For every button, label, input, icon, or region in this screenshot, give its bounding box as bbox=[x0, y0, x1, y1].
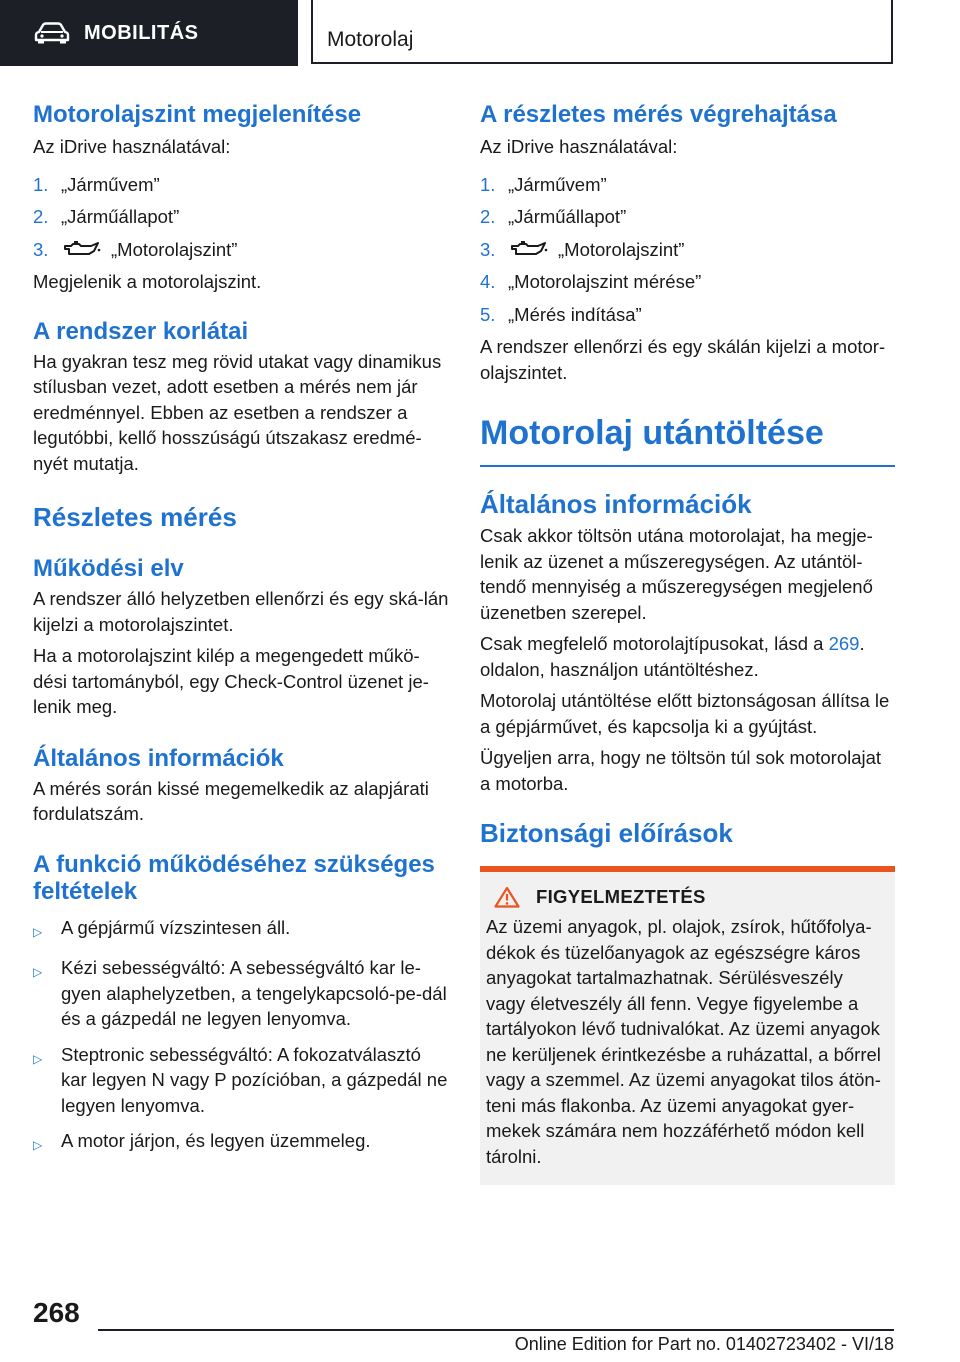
left-column bbox=[33, 100, 450, 1169]
requirements-list bbox=[33, 915, 450, 1159]
step-number: 5. bbox=[480, 303, 496, 325]
chapter-label: Motorolaj bbox=[327, 28, 414, 51]
general-info-text-3: Motorolaj utántöltése előtt biztonságosan állítsa le a gépjárművet, és kapcsolja ki a gyújtást. bbox=[480, 690, 890, 737]
general-info-text-2-end: . oldalon, használjon utántöltéshez. bbox=[480, 633, 865, 680]
warning-header bbox=[486, 886, 887, 908]
display-steps bbox=[33, 172, 450, 263]
heading-rule bbox=[480, 465, 895, 467]
requirement-text: Steptronic sebességváltó: A fokozatválasztó kar legyen N vagy P pozícióban, a gázpedál ne legyen lenyomva. bbox=[61, 1043, 448, 1116]
list-item bbox=[33, 1128, 450, 1159]
list-item bbox=[33, 204, 450, 230]
edition-text: Online Edition for Part no. 01402723402 - VI/18 bbox=[514, 1334, 894, 1354]
step-number: 4. bbox=[480, 271, 496, 292]
heading-operating-principle: Működési elv bbox=[33, 555, 184, 582]
warning-text: Az üzemi anyagok, pl. olajok, zsírok, hűtőfolya-dékok és tüzelőanyagok az egészségre káros anyagokat tartalmazhatnak. Sérülésveszély vagy életveszély áll fenn. Vegye figyelembe a tartályokon lévő tudnivalókat. Az üzemi anyagok ne kerüljenek érintkezésbe a ruházattal, a bőrrel vagy a szemmel. Az üzemi anyagokat tilos átön-teni más flakonba. Az üzemi anyagokat gyer-mekek számára nem hozzáférhető módon kell tárolni. bbox=[486, 916, 881, 1167]
page-reference-link[interactable]: 269 bbox=[828, 633, 860, 654]
list-item bbox=[480, 204, 895, 230]
heading-safety: Biztonsági előírások bbox=[480, 818, 733, 848]
right-column bbox=[480, 100, 895, 1185]
general-info-text-2 bbox=[480, 631, 895, 682]
perform-steps bbox=[480, 172, 895, 328]
heading-general-info-right: Általános információk bbox=[480, 489, 752, 519]
list-item bbox=[480, 302, 895, 328]
heading-detailed-measurement: Részletes mérés bbox=[33, 502, 237, 532]
list-item bbox=[33, 1042, 450, 1119]
limits-text: Ha gyakran tesz meg rövid utakat vagy dinamikus stílusban vezet, adott esetben a mérés nem jár eredménnyel. Ebben az esetben a rendszer a legutóbbi, kellő hosszúságú útszakasz eredmé-nyét mutatja. bbox=[33, 350, 442, 474]
section-tab bbox=[0, 0, 298, 66]
triangle-bullet-icon: ▷ bbox=[33, 1138, 43, 1152]
page-header bbox=[0, 0, 960, 66]
step-text: „Mérés indítása” bbox=[508, 303, 642, 325]
step-text: „Járművem” bbox=[508, 173, 607, 195]
heading-system-limits: A rendszer korlátai bbox=[33, 317, 249, 345]
step-text: „Járműállapot” bbox=[508, 206, 627, 227]
general-info-text-2-start: Csak megfelelő motorolajtípusokat, lásd a bbox=[480, 633, 829, 654]
list-item bbox=[480, 172, 895, 198]
triangle-bullet-icon: ▷ bbox=[33, 1051, 43, 1066]
list-item bbox=[480, 237, 895, 263]
car-icon bbox=[34, 22, 70, 44]
display-intro: Az iDrive használatával: bbox=[33, 136, 231, 157]
step-number: 2. bbox=[33, 206, 49, 227]
warning-box bbox=[480, 866, 895, 1185]
section-label: MOBILITÁS bbox=[84, 21, 199, 44]
general-info-text-left: A mérés során kissé megemelkedik az alapjárati fordulatszám. bbox=[33, 777, 429, 824]
step-number: 3. bbox=[33, 238, 49, 260]
step-number: 3. bbox=[480, 238, 496, 260]
oil-can-icon bbox=[61, 240, 101, 258]
heading-general-info-left: Általános információk bbox=[33, 744, 284, 772]
general-info-text-1: Csak akkor töltsön utána motorolajat, ha megje-lenik az üzenet a műszeregységen. Az utántöl-tendő mennyiség a műszeregységen megjelenő üzenetben szerepel. bbox=[480, 525, 873, 623]
step-text: „Motorolajszint” bbox=[558, 238, 685, 260]
step-number: 2. bbox=[480, 206, 496, 227]
chapter-tab bbox=[311, 0, 893, 64]
heading-oil-refill: Motorolaj utántöltése bbox=[480, 414, 824, 452]
perform-intro: Az iDrive használatával: bbox=[480, 136, 678, 157]
list-item bbox=[33, 237, 450, 263]
footer-rule bbox=[98, 1329, 894, 1331]
step-text: „Motorolajszint mérése” bbox=[508, 271, 702, 292]
triangle-bullet-icon: ▷ bbox=[33, 924, 43, 939]
warning-triangle-icon bbox=[494, 886, 520, 908]
step-text: „Motorolajszint” bbox=[111, 238, 238, 260]
warning-title: FIGYELMEZTETÉS bbox=[536, 886, 706, 907]
heading-display-oil-level: Motorolajszint megjelenítése bbox=[33, 101, 362, 128]
requirement-text: A gépjármű vízszintesen áll. bbox=[61, 916, 291, 938]
oil-can-icon bbox=[508, 240, 548, 258]
step-text: „Járművem” bbox=[61, 173, 160, 195]
step-number: 1. bbox=[33, 173, 49, 195]
list-item bbox=[33, 172, 450, 198]
principle-text-2: Ha a motorolajszint kilép a megengedett műkö-dési tartományból, egy Check-Control üzenet je-lenik meg. bbox=[33, 645, 429, 717]
general-info-text-4: Ügyeljen arra, hogy ne töltsön túl sok motorolajat a motorba. bbox=[480, 747, 882, 794]
triangle-bullet-icon: ▷ bbox=[33, 965, 43, 979]
perform-result: A rendszer ellenőrzi és egy skálán kijelzi a motor-olajszintet. bbox=[480, 336, 886, 383]
page-number: 268 bbox=[33, 1297, 80, 1328]
list-item bbox=[33, 915, 450, 946]
step-text: „Járműállapot” bbox=[61, 206, 180, 227]
heading-requirements: A funkció működéséhez szükséges feltételek bbox=[33, 850, 435, 905]
requirement-text: Kézi sebességváltó: A sebességváltó kar le-gyen alaphelyzetben, a tengelykapcsoló-pe-dál és a gázpedál ne legyen lenyomva. bbox=[61, 957, 447, 1029]
display-result: Megjelenik a motorolajszint. bbox=[33, 271, 262, 292]
list-item bbox=[33, 955, 450, 1032]
heading-perform-measurement: A részletes mérés végrehajtása bbox=[480, 101, 837, 128]
principle-text-1: A rendszer álló helyzetben ellenőrzi és egy ská-lán kijelzi a motorolajszintet. bbox=[33, 588, 449, 635]
step-number: 1. bbox=[480, 173, 496, 195]
list-item bbox=[480, 269, 895, 295]
requirement-text: A motor járjon, és legyen üzemmeleg. bbox=[61, 1130, 371, 1151]
